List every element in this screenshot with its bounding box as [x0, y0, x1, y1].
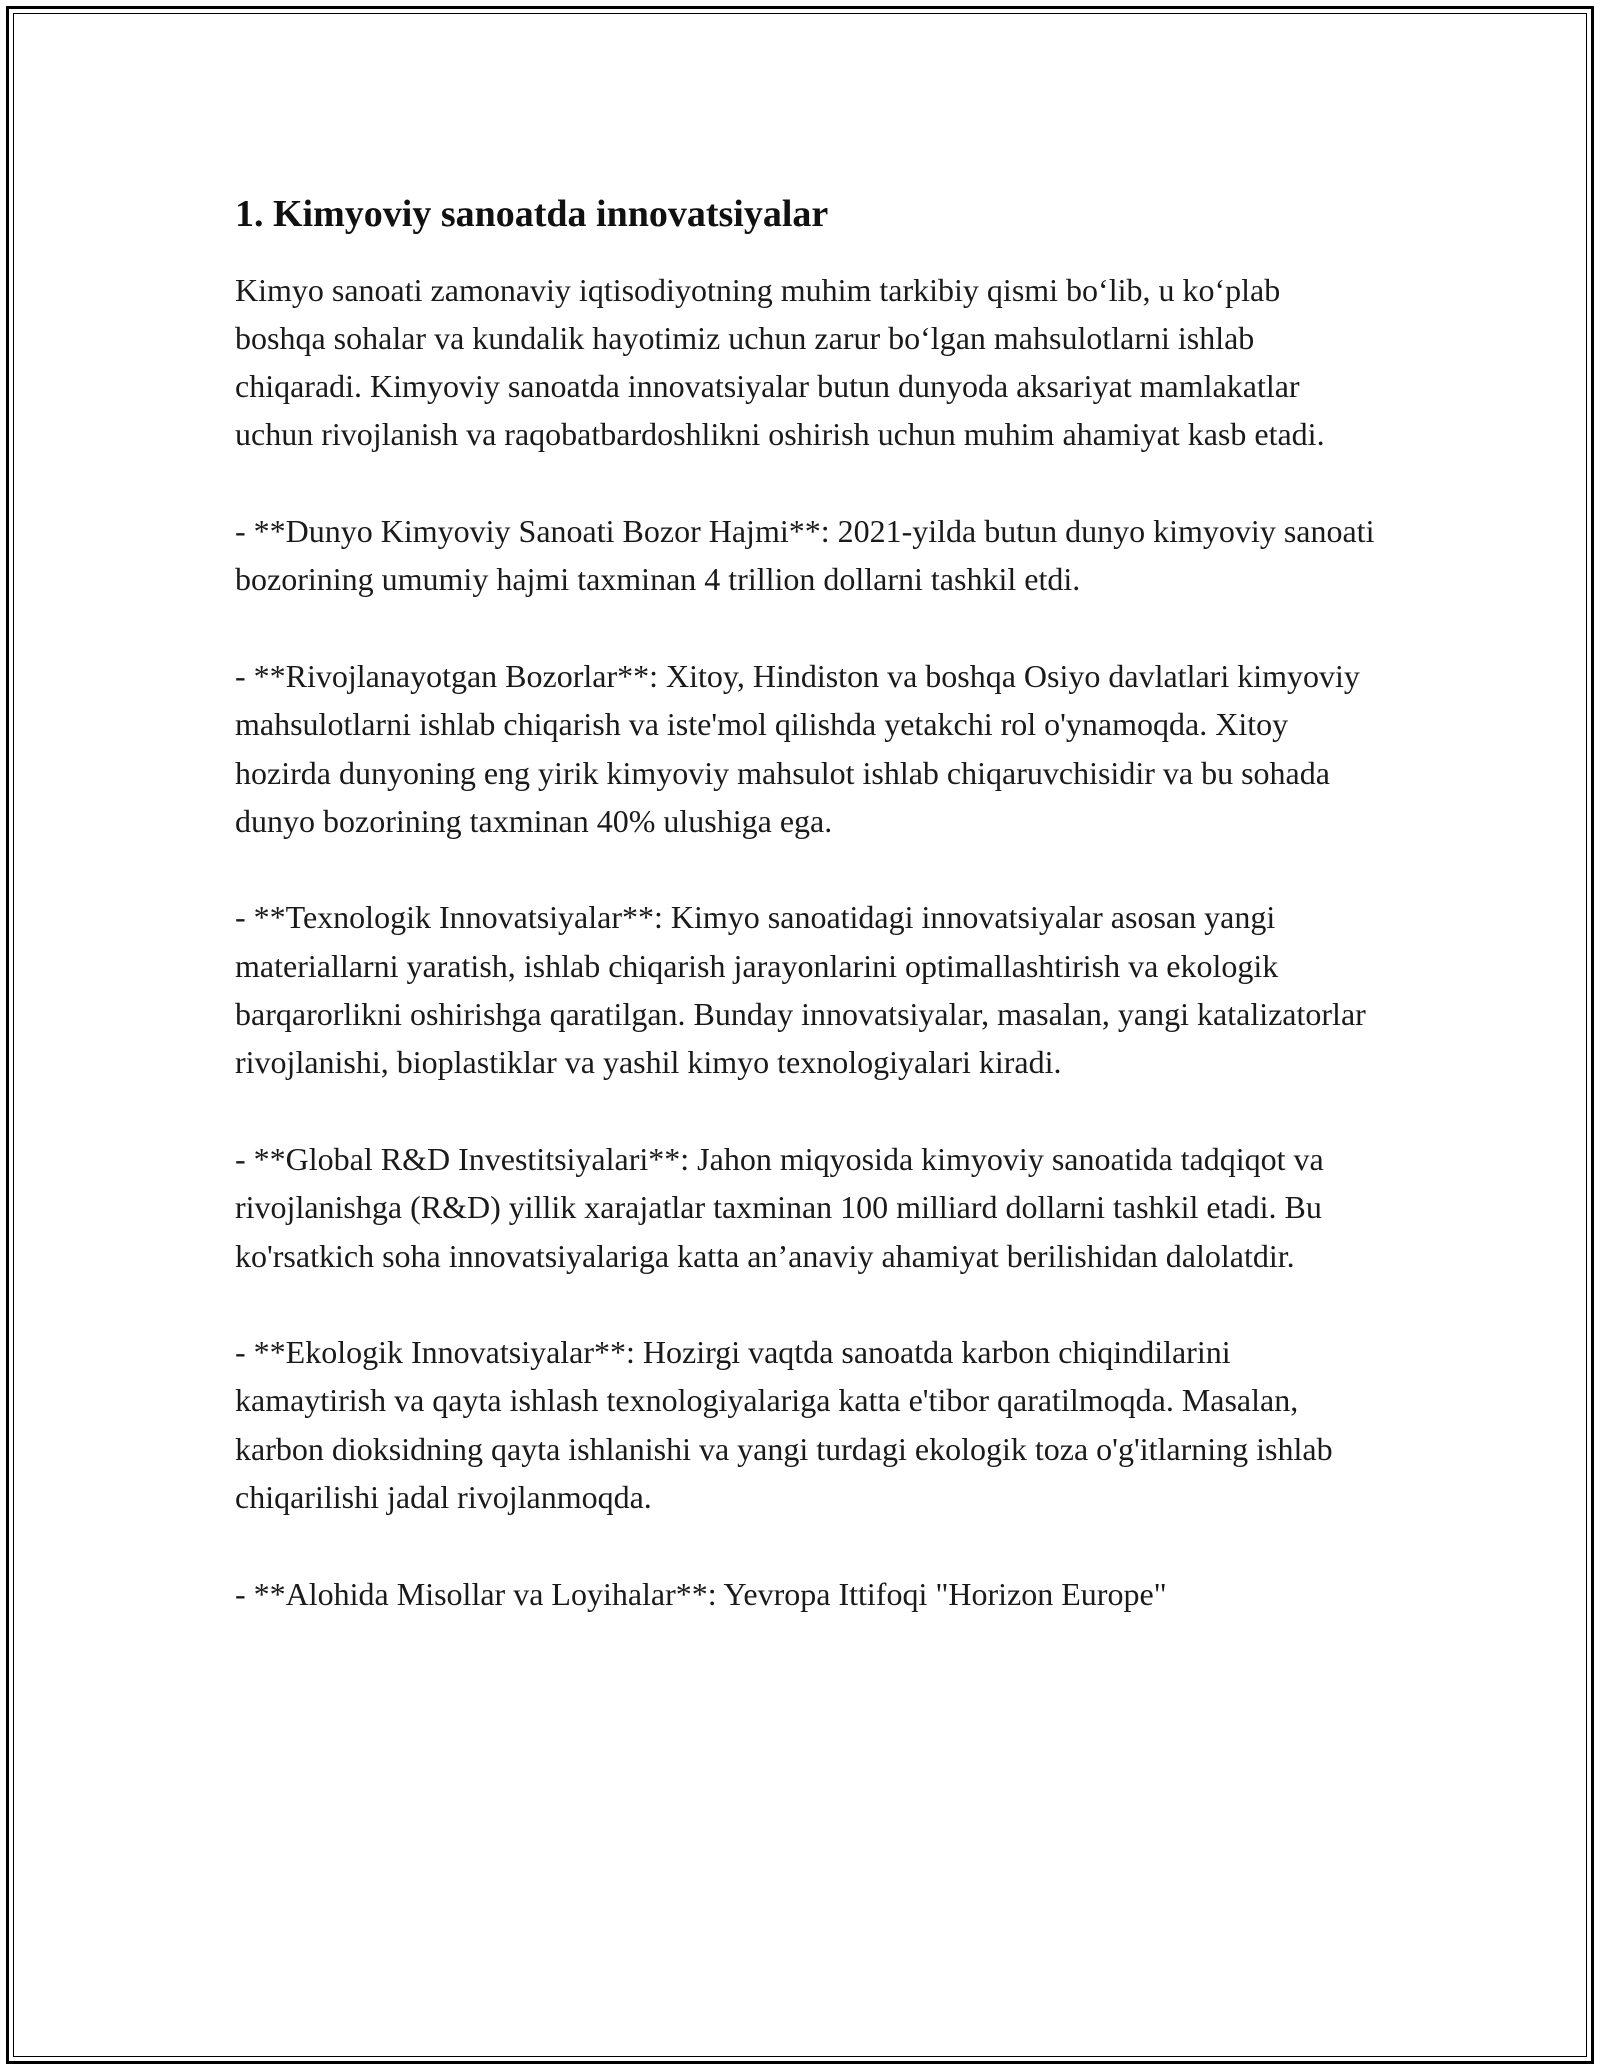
paragraph-examples-projects: - **Alohida Misollar va Loyihalar**: Yevropa Ittifoqi "Horizon Europe" [235, 1575, 1167, 1612]
paragraph-eco-innovations: - **Ekologik Innovatsiyalar**: Hozirgi vaqtda sanoatda karbon chiqindilarini kamaytirish va qayta ishlash texnologiyalariga katta e'tibor qaratilmoqda. Masalan, karbon dioksidning qayta ishlanishi va yangi turdagi ekologik toza o'g'itlarning ishlab chiqarilishi jadal rivojlanmoqda. [235, 1334, 1333, 1516]
paragraph-rd-investments: - **Global R&D Investitsiyalari**: Jahon miqyosida kimyoviy sanoatida tadqiqot va rivojlanishga (R&D) yillik xarajatlar taxminan 100 milliard dollarni tashkil etadi. Bu ko'rsatkich soha innovatsiyalariga katta an’anaviy ahamiyat berilishidan dalolatdir. [235, 1140, 1324, 1274]
paragraph-emerging-markets: - **Rivojlanayotgan Bozorlar**: Xitoy, Hindiston va boshqa Osiyo davlatlari kimyoviy mahsulotlarni ishlab chiqarish va iste'mol qilishda yetakchi rol o'ynamoqda. Xitoy hozirda dunyoning eng yirik kimyoviy mahsulot ishlab chiqaruvchisidir va bu sohada dunyo bozorining taxminan 40% ulushiga ega. [235, 657, 1360, 839]
paragraph-tech-innovations: - **Texnologik Innovatsiyalar**: Kimyo sanoatidagi innovatsiyalar asosan yangi materiallarni yaratish, ishlab chiqarish jarayonlarini optimallashtirish va ekologik barqarorlikni oshirishga qaratilgan. Bunday innovatsiyalar, masalan, yangi katalizatorlar rivojlanishi, bioplastiklar va yashil kimyo texnologiyalari kiradi. [235, 899, 1366, 1081]
paragraph-intro: Kimyo sanoati zamonaviy iqtisodiyotning muhim tarkibiy qismi bo‘lib, u ko‘plab boshqa sohalar va kundalik hayotimiz uchun zarur bo‘lgan mahsulotlarni ishlab chiqaradi. Kimyoviy sanoatda innovatsiyalar butun dunyoda aksariyat mamlakatlar uchun rivojlanish va raqobatbardoshlikni oshirish uchun muhim ahamiyat kasb etadi. [235, 271, 1325, 453]
paragraph-market-size: - **Dunyo Kimyoviy Sanoati Bozor Hajmi**: 2021-yilda butun dunyo kimyoviy sanoati bozorining umumiy hajmi taxminan 4 trillion dollarni tashkil etdi. [235, 513, 1375, 598]
document-body [235, 182, 1375, 1666]
section-heading: 1. Kimyoviy sanoatda innovatsiyalar [235, 193, 829, 235]
